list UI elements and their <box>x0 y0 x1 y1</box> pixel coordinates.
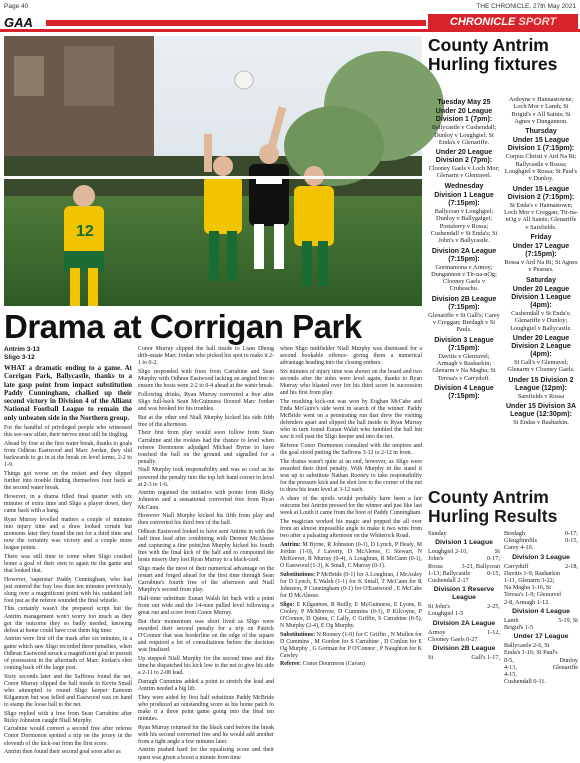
fixture-day: Friday <box>530 233 552 241</box>
competition-heading: Division 4 League (7:15pm): <box>434 384 494 400</box>
competition-heading: Division 1 Reserve League <box>433 586 495 602</box>
competition-heading: Under 17 League (7:15pm): <box>512 243 570 259</box>
result-line <box>504 617 578 624</box>
body-paragraph: But at the other end Niall Murphy kicked his side fifth free of the afternoon. <box>138 414 274 428</box>
result-text: 0-17; <box>564 530 578 537</box>
fixture-matches: Davitts v Glenravel; Armagh v Rasharkin; Glenarm v Na Magha; St Teresa's v Carrydoff. <box>432 352 496 382</box>
competition-heading: Under 20 League Division 2 (7pm): <box>435 149 493 165</box>
competition-heading: Division 1 League <box>435 539 493 547</box>
result-text: 3-21, Ballycran <box>461 562 500 570</box>
fixture-matches: Ardoyne v Hannastowne; Loch Mor v Lamh; St Brigid's v All Saints; St Agnes v Dungannon. <box>508 96 574 125</box>
body-paragraph: The resulting kick-out was won by Eoghan McCabe and Enda McGuire's side went in search of the winner. Paddy McBride went on a penetrating run that drew the visiting defenders apart and slipped the ball inside to Ryan Murray who in turn found Eunan Walsh who fumbled the ball but saw it roll past the Sligo keeper and into the net. <box>280 398 422 441</box>
result-line <box>504 599 578 606</box>
result-line <box>428 629 500 636</box>
body-paragraph: Half-time substitute Eunan Walsh hit back with a point from out wide and the 14-men pulled level following a great run and score from Conor Murray. <box>138 596 274 617</box>
body-paragraph: Following drinks, Ryan Murray converted a free after Sligo full-back Sean McGuinness floored Marc Jordan and was booked for his troubles. <box>138 391 274 412</box>
body-paragraph: Carrabine would convert a second free after referee Conor Dormonon spotted a trip on the jersey in the eleventh of the kick-out from the first score. <box>4 726 132 747</box>
result-text: Carryduff <box>504 562 529 570</box>
fixture-day: Sunday <box>428 530 447 537</box>
result-line <box>504 570 578 577</box>
result-line <box>428 548 500 555</box>
result-text: Cushendall 2-17 <box>428 577 469 585</box>
result-line <box>428 603 500 610</box>
result-text: Armoy <box>428 628 446 636</box>
results-right-column <box>504 530 578 685</box>
article-column-1 <box>4 364 132 758</box>
body-paragraph: Ahead by four at the first water break, thanks to goals from Odhran Eastwood and Marc Jordan, they slid backwards to go in at the break on level terms, 2-2 to 1-9. <box>4 440 132 469</box>
svg-text:12: 12 <box>76 223 94 240</box>
result-text: Carey 4-10. <box>504 544 534 552</box>
body-paragraph: Antrim then found their second goal soon after as <box>4 749 121 756</box>
competition-heading: Under 15 League Division 1 (7:15pm): <box>507 137 575 153</box>
body-paragraph: However, in a drama filled final quarter with six minutes of extra time and Sligo a player down, they came back with a bang. <box>4 493 132 514</box>
result-text: 1-12, <box>487 628 500 636</box>
result-text: Davitts 1-9; Rasharkin <box>504 569 561 577</box>
competition-heading: Division 2A League (7:15pm): <box>431 247 497 263</box>
body-paragraph: Antrim pushed hard for the equalising score and their quest was given a boost a minute from time <box>138 747 274 761</box>
result-line <box>428 563 500 570</box>
fixture-matches: Sarsfields v Rossa <box>517 392 565 400</box>
fixture-matches: Rossa v Ard Na Ri; St Agnes v Pearses. <box>504 259 578 274</box>
match-photo <box>4 36 422 306</box>
competition-heading: Division 2B League <box>432 645 496 653</box>
publication-date: THE CHRONICLE, 27th May 2021 <box>476 3 576 10</box>
body-paragraph: Antrim were first off the mark after six minutes, in a game which saw Sligo recorded three penalties, when Odhran Eastwood struck a magnificent goal in pursuit of possession in the aftermath of Marc Jordan's shot coming back off the large post. <box>4 636 132 671</box>
result-text: 1-13; Ballycastle <box>428 569 471 577</box>
result-text: St <box>428 654 434 662</box>
article-column-2 <box>138 346 274 763</box>
competition-heading: Under 20 League Division 1 (7pm): <box>435 108 493 124</box>
result-line <box>504 584 578 591</box>
result-line <box>504 649 578 656</box>
result-text: Bredagh <box>504 530 525 537</box>
fixture-matches: St Gall's v Glenravel; Glenarm v Clooney Gaels. <box>507 358 575 374</box>
result-text: 4-13, <box>504 663 517 671</box>
score-antrim: Antrim 3-13 <box>4 346 40 353</box>
result-text: Lamh <box>504 616 519 624</box>
score-sligo: Sligo 3-12 <box>4 354 35 361</box>
body-paragraph: Odhran Eastwood looked to have sent Antrim in with the half time lead after combining with Dermot McAleese and capturing a fine point,but Murphy kicked his fourth free with the final kick of the half and to compound the hosts misery they lost Ryan Murray to a black-card. <box>138 529 274 564</box>
competition-heading: Under 20 League Division 2 League (4pm): <box>511 334 571 358</box>
fixture-matches: Ballycastle v Cushendall; Dunloy v Loughgiel; St Enda's v Glenariffe. <box>431 124 497 146</box>
fixtures-left-column <box>428 96 500 401</box>
body-paragraph: Referee Conor Dormonon consulted with the umpires and the goal stood putting the Saffrons 3-12 to 2-12 in front. <box>280 443 422 457</box>
result-text: Glenariffe <box>552 663 578 671</box>
body-paragraph: A share of the spoils would probably have been a fair outcome but Antrim pressed for the winner and just like last week at Louth it came from the boot of Paddy Cunningham. <box>280 495 422 517</box>
fixtures-panel <box>428 36 578 77</box>
body-paragraph: Sligo made the most of their numerical advantage on the restart and forged ahead for the first time through Sean Carrabine's fourth free of the afternoon and Niall Murphy's second from play. <box>138 566 274 594</box>
result-text: 0-15, <box>565 537 578 545</box>
antrim-substitutions: Substitutions: P McBride (0-1) for A Loughran, J McAuley for D Lynch, E Walsh (1-1) for K Small, T McCann for R Johnston, P Cunningham (0-1) for O'Eastwood , E McCabe for D McAleese. <box>280 571 422 599</box>
body-paragraph: There was still time to come when Sligo crashed home a goal of their own to again tie the game and that looked that. <box>4 553 132 574</box>
result-text: Gleugfinnfils <box>504 537 537 545</box>
result-text: St John's <box>428 603 450 611</box>
scoreline <box>4 346 40 362</box>
result-line <box>504 544 578 551</box>
result-line <box>504 678 578 685</box>
body-paragraph: Niall Murphy took responsibility and was so cool as he powered the penalty into the top left hand corner to level at 2-3 to 1-6. <box>138 467 274 488</box>
competition-heading: Under 17 League <box>513 633 569 641</box>
result-line <box>428 610 500 617</box>
result-text: 0-17; <box>486 555 500 563</box>
body-paragraph: Sixty seconds later and the Saffrons found the net, Conor Murray slipped the ball inside to Kevin Small who attempted to round Sligo keeper Eamonn Kilgannon but was felled and Eastwood was on hand to stamp the loose ball to the net. <box>4 673 132 708</box>
result-text: Na Magha 1-16, St <box>504 584 552 592</box>
body-paragraph: Up stepped Niall Murphy for the second time and this time he dispatched his kick low to the net to give his side a 2-11 to 2-08 lead. <box>138 655 274 677</box>
body-paragraph: Things got worse on the restart and they slipped further into trouble finding themselves four back at the second water break. <box>4 470 132 492</box>
result-line <box>428 654 500 661</box>
result-line <box>504 591 578 598</box>
page-header <box>0 0 580 14</box>
result-text: Clooney Gaels 0-27 <box>428 635 478 643</box>
chronicle-sport-logo: CHRONICLE SPORT <box>428 14 578 30</box>
fixture-matches: Ballycran v Loughgiel; Dunloy v Ballygalget; Portaferry v Rossa; Cushendall v St Enda's; St John's v Ballycastle. <box>430 208 498 245</box>
result-line <box>504 664 578 671</box>
body-paragraph: Conor Murray slipped the ball inside to Liam Dhoug drib-estate Marc Jordan who picked his spot to make it 2-1 to 0-2. <box>138 346 274 367</box>
body-paragraph: For the handful of privileged people who witnessed this see-saw affair, their nerves must still be tingling. <box>4 425 132 439</box>
result-line <box>504 624 578 631</box>
body-paragraph: Darragh Cummins added a point to stretch the lead and Antrim needed a big lift. <box>138 678 274 692</box>
body-paragraph: The magician worked his magic and popped the all over from an almost impossible angle to make it two wins from two after a pulsating afternoon on the Whiterock Road. <box>280 518 422 539</box>
result-text: John's <box>428 555 444 563</box>
result-text: Gall's 1-17, <box>471 654 500 662</box>
result-text: 4-15, <box>504 671 517 679</box>
result-text: 2-8, Armagh 1-12. <box>504 598 550 606</box>
referee: Referee: Conor Dourmoon (Cavan) <box>280 661 365 668</box>
body-paragraph: when Sligo midfielder Niall Murphy was dismissed for a second bookable offence- giving them a numerical advantage heading into the closing embers. <box>280 346 422 367</box>
fixtures-right-column <box>504 96 578 429</box>
gaa-logo: GAA <box>4 15 33 30</box>
sligo-substitutions: Substitutions: N Rooney (1-0) for C Griffin , N Mullen for D Cummins , M Gordon for S Carrabine , D Conlon for E Og Murphy , G Gorman for P O'Connor , P Naughton for K Cawley <box>280 631 422 659</box>
result-text: St <box>494 548 500 556</box>
result-line <box>504 577 578 584</box>
result-text: 0-5, <box>504 656 514 664</box>
body-paragraph: Their first from play would soon follow from Sean Carrabine and the rookies had the chance to level when referee Dormonon adjudged Michael Byrne to have touched the ball on the ground and signalled for a penalty. <box>138 430 274 465</box>
body-paragraph: Antrim regained the initiative with points from Ricky Johnston and a sensational converted free from Ryan McCann. <box>138 490 274 511</box>
body-paragraph: Ryan Murray returned for the black card before the break with his second converted free and he would add another from a tight angle a few minutes later. <box>138 724 274 745</box>
fixture-day: Saturday <box>526 276 556 284</box>
result-text: Enda's 1-16; St Paul's <box>504 649 558 657</box>
result-text: 1-11, Glenarm 3-22; <box>504 577 555 585</box>
competition-heading: Division 4 League <box>512 607 570 615</box>
result-text: Loughgiel 2-10, <box>428 548 468 556</box>
body-paragraph: This certainly wasn't the prepared script but the Antrim management won't worry too much as they got the outcome they so badly needed, knowing defeat at home could have cost them big time. <box>4 606 132 634</box>
result-line <box>428 555 500 562</box>
lead-paragraph: WHAT a dramatic ending to a game. At Corrigan Park, Ballycastle, thanks to a late gasp point from impact substitution Paddy Cunningham, chalked up their second victory in Division 4 of the Allianz National Football League to remain the only unbeaten side in the Northern group. <box>4 364 132 422</box>
fixture-day: Tuesday May 25 <box>437 99 491 106</box>
competition-heading: Under 15 Division 3A League (12:30pm): <box>505 402 577 418</box>
competition-heading: Under 15 League Division 2 (7:15pm): <box>507 185 575 201</box>
competition-heading: Division 3 League <box>512 553 570 561</box>
result-line <box>428 570 500 577</box>
body-paragraph: However Niall Murphy kicked his fifth from play and then converted his third free of the half. <box>138 513 274 527</box>
competition-heading: Under 15 Division 2 League (12pm): <box>508 376 574 392</box>
fixture-matches: Corpus Christi v Ard Na Ri; Ballycastle v Rossa; Loughgiel v Rossa; St Paul's v Dunloy. <box>504 153 578 183</box>
result-text: 5-19, St <box>558 616 578 624</box>
body-paragraph: They were aided by first half substitute Paddy McBride who produced an outstanding score as his home patch to make it a three point game going into the final ten minutes. <box>138 694 274 722</box>
article-column-3 <box>280 346 422 670</box>
headline: Drama at Corrigan Park <box>4 308 362 345</box>
fixture-day: Thursday <box>525 128 557 136</box>
result-text: Teresa's 1-9; Glenravel <box>504 591 562 599</box>
fixtures-title: County Antrim Hurling fixtures <box>428 35 558 74</box>
fixture-matches: St Endas v Rasharkin. <box>513 418 569 426</box>
result-text: 2-25, <box>487 603 500 611</box>
result-line <box>504 537 578 544</box>
result-text: Loughgiel 1-5 <box>428 610 464 618</box>
body-paragraph: Sligo responded with frees from Carrabine and Sean Murphy with Odhran Eastwood lacking an angled free to ensure the hosts were 2-2 to 0-4 ahead at the water break. <box>138 368 274 390</box>
fixture-matches: Glenariffe v St Gall's; Carey v Creggan; Bredagh v St Pauls. <box>428 311 500 334</box>
competition-heading: Division 1 League (7:15pm): <box>434 192 494 208</box>
competition-heading: Division 3 League (7:15pm): <box>434 336 494 352</box>
result-text: Dunloy <box>559 656 578 664</box>
competition-heading: Division 2B League (7:15pm): <box>431 295 497 311</box>
body-paragraph: Ryan Murray levelled matters a couple of minutes into injury time and a draw looked certain but moments later they found the net for a third time and now the certainty was victory and a couple more league points. <box>4 516 132 551</box>
competition-heading: Division 2A League <box>432 619 496 627</box>
result-line <box>504 657 578 664</box>
result-text: Cushendall 0-11. <box>504 678 547 686</box>
result-text: Rossa <box>428 562 443 570</box>
result-text: 0-15, <box>487 569 500 577</box>
body-paragraph: The drama wasn't quite at an end, however, as Sligo were awarded their third penalty. With Murphy in the stand it was up to substitute Nathan Rooney to take responsibility for the pressure kick and he shot low to the corner of the net to draw his team level at 3-12 each. <box>280 458 422 494</box>
result-text: Brigid's 1-5 <box>504 624 534 632</box>
result-text: Ballycastle 2-6, St <box>504 642 550 650</box>
competition-heading: Under 20 League Division 1 League (4pm): <box>511 286 571 310</box>
result-line <box>504 530 578 537</box>
section-banner <box>0 14 580 32</box>
result-line <box>428 577 500 584</box>
body-paragraph: But their momentum was short lived as Sligo were awarded their second penalty for a trip on Patrick O'Connor that was borderline on the edge of the square and required a lot of consultations before the decision was finalised. <box>138 618 274 654</box>
fixture-matches: Gortnamona v Armoy; Dungannon v Tir-na-nOg; Clooney Gaels v Crubeachu. <box>431 263 497 293</box>
sligo-team: Sligo: E Kilgannon, R Reilly, E McGuinness, E Lyons, K Cooley, P McMorrow, D Cummins (0-1), P Kilcoyne, P O'Connor, D Quinn, C Lally, C Griffin, S Carrabine (0-5), N Murphy (2-4), E Og Murphy. <box>280 601 422 629</box>
result-text: 2-18, <box>565 562 578 570</box>
results-left-column <box>428 530 500 661</box>
fixture-matches: Cushendall v St Enda's; Glenariffe v Dunloy; Loughgiel v Ballycastle. <box>510 310 572 332</box>
antrim-team: Antrim: M Byrne, R Johnston (0-1), D Lynch, P Healy, M Jordan (1-0), J Laverty, D McAleese, C Stewart, N McKeever, R Murray (0-4), A Loughran, R McCann (0-1), O Eastwood (1-3), K Small, C Murray (0-1). <box>280 541 422 569</box>
result-line <box>504 671 578 678</box>
result-line <box>504 563 578 570</box>
page-number: Page 40 <box>4 3 29 10</box>
body-paragraph: However, 'superstar' Paddy Cunningham, who had just entered the fray less than ten minutes previously, slung over a magnificent point with his outdated left foot just as the referee sounded the final whistle. <box>4 576 132 604</box>
body-paragraph: Sligo replied with a free from Sean Carrabine after Ricky Johnston caught Niall Murphy. <box>4 710 132 724</box>
fixture-matches: Clooney Gaels v Loch Mor; Glenarm v Glenravel. <box>428 165 500 180</box>
result-line <box>428 636 500 643</box>
fixture-day: Wednesday <box>444 182 484 190</box>
banner-rule <box>46 20 426 26</box>
results-title: County Antrim Hurling Results <box>428 487 558 526</box>
result-line <box>504 642 578 649</box>
body-paragraph: Six minutes of injury time was shown on the board and two seconds after the sides were level again, thanks to Ryan Murray who blasted over for his third score in succession and his first from play. <box>280 368 422 397</box>
fixture-matches: St Enda's v Hannastown; Loch Mor v Creggan; Tir-na-nOg v All Saints; Glenariffe v Sarsfields. <box>504 201 578 231</box>
